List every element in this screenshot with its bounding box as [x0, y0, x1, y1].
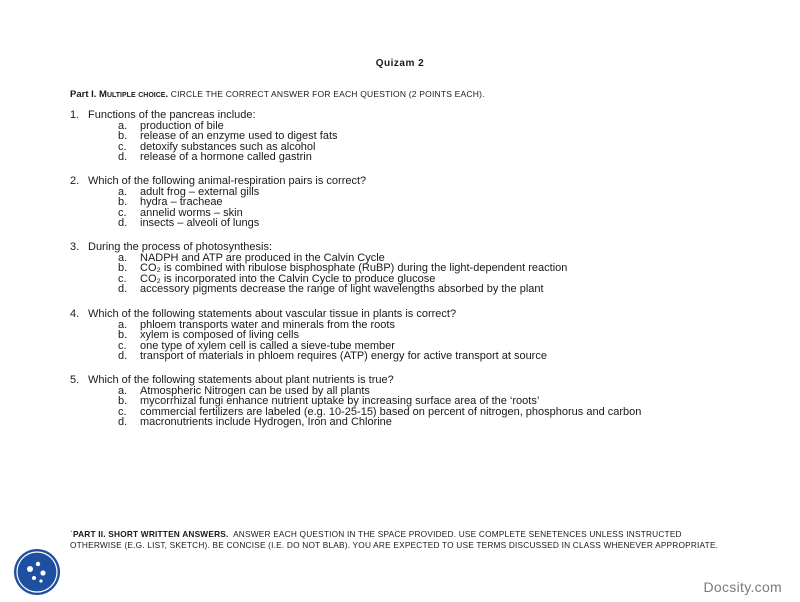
- question-5: [70, 375, 750, 428]
- option-letter: d.: [118, 151, 128, 164]
- option-text: accessory pigments decrease the range of light wavelengths absorbed by the plant: [140, 283, 544, 296]
- part1-header: [70, 89, 485, 100]
- page-title: Quizam 2: [375, 58, 425, 69]
- option-text: commercial fertilizers are labeled (e.g. 10-25-15) based on percent of nitrogen, phosphorus and carbon: [140, 405, 642, 418]
- option-letter: d.: [118, 416, 128, 429]
- logo-circle: [14, 549, 60, 595]
- logo-dot: [32, 576, 36, 580]
- option-text: release of an enzyme used to digest fats: [140, 130, 338, 143]
- option-text: transport of materials in phloem requires (ATP) energy for active transport at source: [140, 350, 547, 363]
- part2-instructions: ANSWER EACH QUESTION IN THE SPACE PROVIDED. USE COMPLETE SENETENCES UNLESS INSTRUCTED OTHERWISE (E.G. LIST, SKETCH). BE CONCISE (I.E. DO NOT BLAB). YOU ARE EXPECTED TO USE TERMS DISCUSSED IN CLASS WHENEVER APPROPRIATE.: [70, 529, 719, 551]
- option-letter: d.: [118, 350, 128, 363]
- option-letter: a.: [118, 185, 128, 198]
- option-letter: c.: [118, 272, 127, 285]
- option-text: detoxify substances such as alcohol: [140, 140, 316, 153]
- question-number: 5.: [70, 374, 80, 386]
- question-stem: [70, 176, 366, 187]
- option-letter: b.: [118, 395, 128, 408]
- question-text: Which of the following statements about vascular tissue in plants is correct?: [88, 308, 457, 320]
- answer-option: [70, 152, 338, 163]
- question-3: [70, 242, 567, 295]
- question-number: 1.: [70, 109, 80, 121]
- question-text: During the process of photosynthesis:: [88, 241, 273, 253]
- logo-dot: [27, 566, 33, 572]
- question-1: [70, 110, 338, 163]
- question-text: Functions of the pancreas include:: [88, 109, 256, 121]
- option-letter: c.: [118, 339, 127, 352]
- question-stem: [70, 242, 567, 253]
- question-text: Which of the following statements about plant nutrients is true?: [88, 374, 394, 386]
- option-letter: d.: [118, 283, 128, 296]
- option-letter: b.: [118, 262, 128, 275]
- question-2: [70, 176, 366, 229]
- logo-dot: [40, 570, 45, 575]
- option-letter: b.: [118, 196, 128, 209]
- question-number: 2.: [70, 175, 80, 187]
- option-text: CO₂ is combined with ribulose bisphosphate (RuBP) during the light-dependent reaction: [140, 262, 568, 275]
- option-text: xylem is composed of living cells: [140, 329, 299, 342]
- option-letter: a.: [118, 318, 128, 331]
- answer-option: [70, 284, 567, 295]
- option-letter: d.: [118, 217, 128, 230]
- option-text: phloem transports water and minerals from the roots: [140, 318, 395, 331]
- option-letter: c.: [118, 405, 127, 418]
- option-letter: a.: [118, 384, 128, 397]
- part1-label-sub: Multiple choice.: [99, 89, 169, 100]
- answer-option: [70, 218, 366, 229]
- option-letter: b.: [118, 329, 128, 342]
- option-text: production of bile: [140, 119, 224, 132]
- question-number: 3.: [70, 241, 80, 253]
- option-text: adult frog – external gills: [140, 185, 260, 198]
- option-text: mycorrhizal fungi enhance nutrient uptake by increasing surface area of the ‘roots’: [140, 395, 540, 408]
- option-text: one type of xylem cell is called a sieve-tube member: [140, 339, 395, 352]
- option-text: insects – alveoli of lungs: [140, 217, 260, 230]
- part2-section: [70, 529, 735, 552]
- part1-instructions: CIRCLE THE CORRECT ANSWER FOR EACH QUESTION (2 POINTS EACH).: [170, 89, 485, 99]
- logo-dot: [39, 579, 42, 582]
- answer-option: [70, 351, 547, 362]
- option-text: CO₂ is incorporated into the Calvin Cycle to produce glucose: [140, 272, 436, 285]
- question-number: 4.: [70, 308, 80, 320]
- logo-dot: [36, 562, 40, 566]
- option-text: hydra – tracheae: [140, 196, 223, 209]
- option-text: macronutrients include Hydrogen, Iron and Chlorine: [140, 416, 392, 429]
- option-text: annelid worms – skin: [140, 206, 243, 219]
- docsity-logo-icon: [12, 547, 62, 597]
- question-stem: [70, 309, 547, 320]
- option-text: NADPH and ATP are produced in the Calvin Cycle: [140, 251, 385, 264]
- answer-option: [70, 417, 750, 428]
- part1-label: Part I. Multiple choice.: [70, 89, 169, 100]
- docsity-brand: Docsity.com: [703, 579, 782, 595]
- question-stem: [70, 375, 750, 386]
- option-letter: a.: [118, 251, 128, 264]
- option-letter: c.: [118, 206, 127, 219]
- question-4: [70, 309, 547, 362]
- part2-prefix: `: [70, 529, 73, 539]
- option-letter: c.: [118, 140, 127, 153]
- option-text: release of a hormone called gastrin: [140, 151, 312, 164]
- option-letter: b.: [118, 130, 128, 143]
- option-text: Atmospheric Nitrogen can be used by all plants: [140, 384, 370, 397]
- option-letter: a.: [118, 119, 128, 132]
- question-text: Which of the following animal-respiration pairs is correct?: [88, 175, 367, 187]
- docsity-logo-graphic: [12, 547, 62, 597]
- part2-label: PART II. SHORT WRITTEN ANSWERS.: [72, 529, 229, 539]
- question-stem: [70, 110, 338, 121]
